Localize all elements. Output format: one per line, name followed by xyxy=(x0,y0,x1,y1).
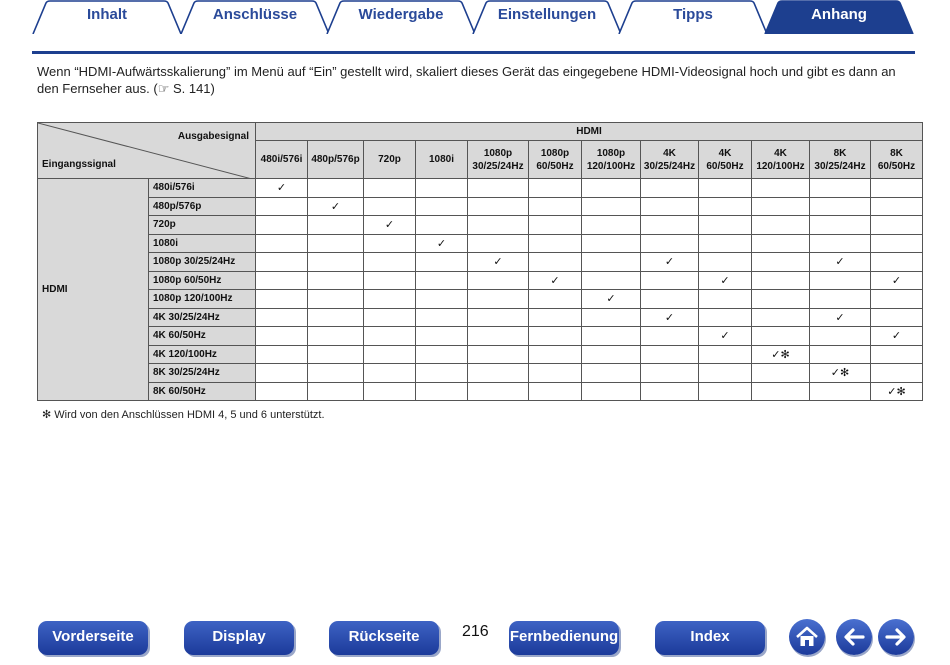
table-row xyxy=(38,308,923,327)
input-signal-label: Eingangssignal xyxy=(42,159,116,170)
tab-label: Inhalt xyxy=(87,6,127,23)
supported-check-mark: ✓ xyxy=(641,308,699,327)
supported-check-mark: ✓ xyxy=(810,308,871,327)
table-cell xyxy=(308,253,364,272)
supported-check-mark: ✓ xyxy=(416,234,468,253)
table-cell xyxy=(468,345,529,364)
table-cell xyxy=(364,290,416,309)
table-cell xyxy=(416,382,468,401)
table-cell xyxy=(529,364,582,383)
table-cell xyxy=(416,308,468,327)
table-cell xyxy=(871,364,923,383)
table-cell xyxy=(641,327,699,346)
supported-check-mark: ✓ xyxy=(810,253,871,272)
table-cell xyxy=(529,253,582,272)
table-cell xyxy=(752,327,810,346)
table-cell xyxy=(468,364,529,383)
table-row xyxy=(38,382,923,401)
table-row xyxy=(38,179,923,198)
table-cell xyxy=(582,197,641,216)
rear-panel-button[interactable]: Rückseite xyxy=(329,621,439,655)
row-header: 8K 30/25/24Hz xyxy=(149,364,256,383)
table-cell xyxy=(641,382,699,401)
table-cell xyxy=(256,197,308,216)
table-cell xyxy=(810,197,871,216)
table-row xyxy=(38,327,923,346)
tab-5[interactable] xyxy=(764,0,914,34)
table-cell xyxy=(810,290,871,309)
remote-control-button[interactable]: Fernbedienung xyxy=(509,621,619,655)
table-cell xyxy=(699,179,752,198)
table-cell xyxy=(364,197,416,216)
table-cell xyxy=(641,271,699,290)
table-cell xyxy=(256,234,308,253)
table-cell xyxy=(871,197,923,216)
table-cell xyxy=(871,308,923,327)
table-row xyxy=(38,216,923,235)
table-cell xyxy=(256,216,308,235)
table-cell xyxy=(752,234,810,253)
table-cell xyxy=(256,253,308,272)
pointing-hand-icon: ☞ xyxy=(157,81,170,96)
table-cell xyxy=(308,216,364,235)
resolution-table xyxy=(37,122,923,401)
table-cell xyxy=(256,364,308,383)
supported-check-mark: ✓ xyxy=(699,327,752,346)
table-cell xyxy=(582,271,641,290)
table-cell xyxy=(308,179,364,198)
table-cell xyxy=(364,253,416,272)
table-cell xyxy=(582,179,641,198)
supported-check-mark: ✓ xyxy=(308,197,364,216)
tab-0[interactable] xyxy=(32,0,182,34)
table-cell xyxy=(256,308,308,327)
footnote: ✻ Wird von den Anschlüssen HDMI 4, 5 und 6 unterstützt. xyxy=(42,409,325,421)
supported-check-mark: ✓ xyxy=(641,253,699,272)
table-cell xyxy=(582,345,641,364)
table-corner-header xyxy=(38,123,256,179)
table-cell xyxy=(308,308,364,327)
table-cell xyxy=(364,382,416,401)
table-cell xyxy=(641,290,699,309)
table-cell xyxy=(468,308,529,327)
table-cell xyxy=(699,308,752,327)
table-cell xyxy=(752,216,810,235)
tab-label: Anhang xyxy=(811,6,867,23)
table-cell xyxy=(699,382,752,401)
table-cell xyxy=(529,327,582,346)
table-cell xyxy=(416,345,468,364)
page-number: 216 xyxy=(462,623,489,640)
table-cell xyxy=(308,345,364,364)
table-cell xyxy=(752,308,810,327)
row-header: 1080p 30/25/24Hz xyxy=(149,253,256,272)
table-cell xyxy=(364,345,416,364)
table-cell xyxy=(641,179,699,198)
table-row xyxy=(38,271,923,290)
table-cell xyxy=(468,382,529,401)
table-cell xyxy=(699,290,752,309)
column-header: 480i/576i xyxy=(256,141,308,179)
arrow-left-icon xyxy=(836,619,872,655)
table-cell xyxy=(308,327,364,346)
table-cell xyxy=(364,271,416,290)
column-header: 4K 120/100Hz xyxy=(752,141,810,179)
table-cell xyxy=(468,271,529,290)
row-header: 4K 120/100Hz xyxy=(149,345,256,364)
table-cell xyxy=(871,179,923,198)
table-cell xyxy=(871,216,923,235)
table-cell xyxy=(582,382,641,401)
table-cell xyxy=(871,345,923,364)
column-header: 8K 60/50Hz xyxy=(871,141,923,179)
table-cell xyxy=(364,308,416,327)
next-page-button[interactable] xyxy=(878,619,914,655)
table-cell xyxy=(810,234,871,253)
table-row xyxy=(38,364,923,383)
table-cell xyxy=(641,345,699,364)
table-cell xyxy=(416,253,468,272)
table-cell xyxy=(752,364,810,383)
table-row xyxy=(38,234,923,253)
table-cell xyxy=(871,234,923,253)
table-cell xyxy=(699,216,752,235)
supported-check-mark: ✓ xyxy=(468,253,529,272)
table-row xyxy=(38,197,923,216)
tab-3[interactable] xyxy=(472,0,622,34)
display-button[interactable]: Display xyxy=(184,621,294,655)
column-header: 1080p 60/50Hz xyxy=(529,141,582,179)
table-cell xyxy=(752,271,810,290)
table-cell xyxy=(582,364,641,383)
table-cell xyxy=(699,234,752,253)
table-cell xyxy=(752,253,810,272)
table-cell xyxy=(308,271,364,290)
table-cell xyxy=(582,216,641,235)
table-cell xyxy=(468,290,529,309)
table-cell xyxy=(468,197,529,216)
intro-text: Wenn “HDMI-Aufwärtsskalierung” im Menü auf “Ein” gestellt wird, skaliert dieses Gerät das eingegebene HDMI-Videosignal hoch und gibt es dann an den Fernseher aus. ( xyxy=(37,64,896,96)
column-header: 480p/576p xyxy=(308,141,364,179)
table-cell xyxy=(256,345,308,364)
table-cell xyxy=(582,253,641,272)
input-group-header: HDMI xyxy=(38,179,149,401)
tab-label: Wiedergabe xyxy=(358,6,444,23)
row-header: 1080p 120/100Hz xyxy=(149,290,256,309)
row-header: 4K 30/25/24Hz xyxy=(149,308,256,327)
table-cell xyxy=(529,382,582,401)
table-cell xyxy=(871,290,923,309)
tab-label: Tipps xyxy=(673,6,713,23)
table-cell xyxy=(468,234,529,253)
output-group-header: HDMI xyxy=(256,123,923,141)
arrow-right-icon xyxy=(878,619,914,655)
table-row xyxy=(38,290,923,309)
table-cell xyxy=(810,327,871,346)
table-cell xyxy=(641,197,699,216)
supported-check-mark: ✓✻ xyxy=(871,382,923,401)
table-cell xyxy=(256,382,308,401)
table-cell xyxy=(308,234,364,253)
previous-page-button[interactable] xyxy=(836,619,872,655)
row-header: 720p xyxy=(149,216,256,235)
table-cell xyxy=(529,216,582,235)
table-cell xyxy=(699,364,752,383)
output-signal-label: Ausgabesignal xyxy=(177,131,249,142)
table-cell xyxy=(364,234,416,253)
table-cell xyxy=(529,345,582,364)
table-cell xyxy=(256,327,308,346)
tab-2[interactable] xyxy=(326,0,476,34)
page-reference-link[interactable]: S. 141) xyxy=(169,81,215,96)
table-cell xyxy=(752,179,810,198)
column-header: 4K 60/50Hz xyxy=(699,141,752,179)
supported-check-mark: ✓ xyxy=(871,327,923,346)
table-cell xyxy=(468,327,529,346)
tab-label: Einstellungen xyxy=(497,6,597,23)
column-header: 8K 30/25/24Hz xyxy=(810,141,871,179)
table-cell xyxy=(582,327,641,346)
table-cell xyxy=(364,179,416,198)
table-cell xyxy=(752,197,810,216)
table-cell xyxy=(641,234,699,253)
table-cell xyxy=(364,364,416,383)
table-cell xyxy=(416,364,468,383)
row-header: 8K 60/50Hz xyxy=(149,382,256,401)
table-cell xyxy=(529,179,582,198)
table-row xyxy=(38,253,923,272)
table-cell xyxy=(810,345,871,364)
column-header: 1080i xyxy=(416,141,468,179)
table-cell xyxy=(256,271,308,290)
column-header: 4K 30/25/24Hz xyxy=(641,141,699,179)
column-header: 720p xyxy=(364,141,416,179)
table-cell xyxy=(810,179,871,198)
tab-label: Anschlüsse xyxy=(212,6,298,23)
table-cell xyxy=(810,271,871,290)
table-cell xyxy=(308,382,364,401)
table-cell xyxy=(699,197,752,216)
row-header: 1080i xyxy=(149,234,256,253)
table-cell xyxy=(308,364,364,383)
column-header: 1080p 120/100Hz xyxy=(582,141,641,179)
table-cell xyxy=(416,216,468,235)
supported-check-mark: ✓ xyxy=(871,271,923,290)
table-cell xyxy=(582,308,641,327)
row-header: 4K 60/50Hz xyxy=(149,327,256,346)
home-button[interactable] xyxy=(789,619,825,655)
table-cell xyxy=(468,179,529,198)
tab-underline xyxy=(32,51,915,54)
tab-4[interactable] xyxy=(618,0,768,34)
table-cell xyxy=(364,327,416,346)
front-panel-button[interactable]: Vorderseite xyxy=(38,621,148,655)
row-header: 1080p 60/50Hz xyxy=(149,271,256,290)
table-cell xyxy=(752,382,810,401)
table-cell xyxy=(699,345,752,364)
table-cell xyxy=(256,290,308,309)
table-cell xyxy=(810,216,871,235)
table-cell xyxy=(529,308,582,327)
home-icon xyxy=(789,619,825,655)
table-cell xyxy=(529,197,582,216)
table-cell xyxy=(641,364,699,383)
table-cell xyxy=(529,234,582,253)
table-cell xyxy=(582,234,641,253)
table-row xyxy=(38,345,923,364)
table-cell xyxy=(308,290,364,309)
row-header: 480p/576p xyxy=(149,197,256,216)
table-cell xyxy=(416,179,468,198)
table-cell xyxy=(416,290,468,309)
table-cell xyxy=(752,290,810,309)
table-cell xyxy=(641,216,699,235)
table-cell xyxy=(871,253,923,272)
table-cell xyxy=(416,271,468,290)
supported-check-mark: ✓✻ xyxy=(752,345,810,364)
supported-check-mark: ✓ xyxy=(699,271,752,290)
tab-1[interactable] xyxy=(180,0,330,34)
supported-check-mark: ✓✻ xyxy=(810,364,871,383)
intro-paragraph xyxy=(37,63,917,97)
table-cell xyxy=(810,382,871,401)
row-header: 480i/576i xyxy=(149,179,256,198)
table-cell xyxy=(699,253,752,272)
supported-check-mark: ✓ xyxy=(364,216,416,235)
table-cell xyxy=(468,216,529,235)
supported-check-mark: ✓ xyxy=(529,271,582,290)
index-button[interactable]: Index xyxy=(655,621,765,655)
table-cell xyxy=(416,327,468,346)
table-cell xyxy=(529,290,582,309)
table-cell xyxy=(416,197,468,216)
supported-check-mark: ✓ xyxy=(582,290,641,309)
column-header: 1080p 30/25/24Hz xyxy=(468,141,529,179)
supported-check-mark: ✓ xyxy=(256,179,308,198)
